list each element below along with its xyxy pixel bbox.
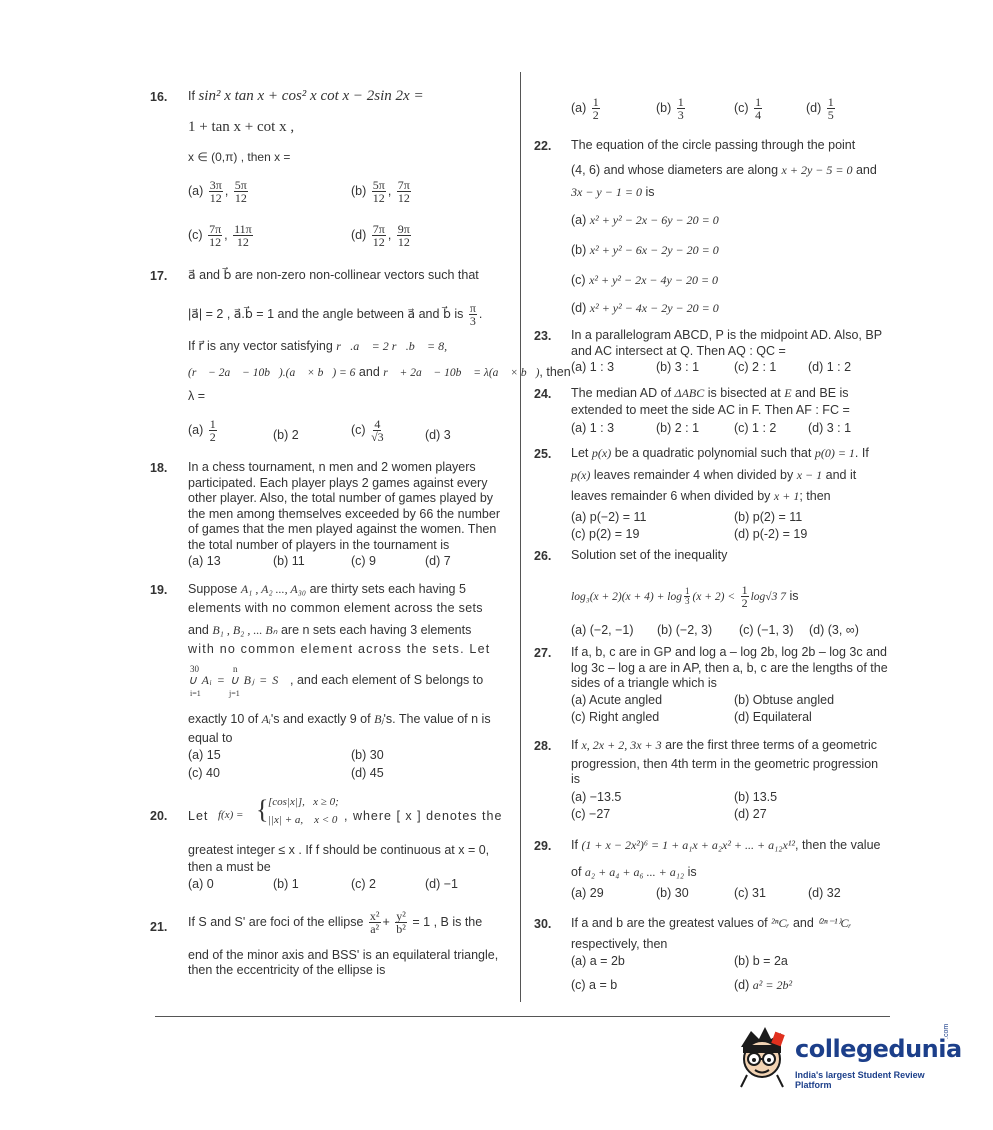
equation: r⃗ + 2a⃗ − 10b⃗ = λ(a⃗ × b⃗) — [383, 367, 540, 379]
footer-rule — [155, 1016, 890, 1017]
text: equal to — [188, 731, 233, 745]
logo-domain: .com — [943, 1023, 950, 1039]
option-c: (c) Right angled — [571, 710, 660, 724]
option-b: (b) 30 — [351, 748, 384, 762]
question-number: 24. — [534, 387, 552, 401]
option-b: (b) (−2, 3) — [657, 623, 713, 637]
text: If — [188, 89, 195, 103]
option-c: (c) 2 : 1 — [734, 360, 777, 374]
option-c: (c) 40 — [188, 766, 220, 780]
text: Solution set of the inequality — [571, 548, 728, 562]
option-b: (b) x² + y² − 6x − 2y − 20 = 0 — [571, 243, 719, 257]
equation: 1 + tan x + cot x , — [188, 119, 295, 135]
option-a: (a) $\frac{1}{2}$ — [571, 95, 599, 122]
equation: r⃗.a⃗ = 2 r⃗.b⃗ = 8, — [336, 339, 448, 353]
question-number: 19. — [150, 583, 168, 597]
option-d: (d) 3 — [425, 428, 451, 442]
option-d: (d) 32 — [808, 886, 841, 900]
option-a: (a) 0 — [188, 877, 214, 891]
text: with no common element across the sets. Let — [188, 642, 491, 656]
text: If r⃗ is any vector satisfying — [188, 339, 333, 353]
option-c: (c) 9 — [351, 554, 376, 568]
option-d: (d) 7 — [425, 554, 451, 568]
equation: sin² x tan x + cos² x cot x − 2sin 2x = — [198, 88, 424, 104]
option-d: (d) 1 : 2 — [808, 360, 852, 374]
text: and AC intersect at Q. Then AQ : QC = — [571, 344, 786, 358]
option-c: (c) 1 : 2 — [734, 421, 777, 435]
text: a⃗ and b⃗ are non-zero non-collinear vectors such that — [188, 268, 479, 282]
text: end of the minor axis and BSS' is an equilateral triangle, — [188, 948, 499, 962]
inequality: log₃(x + 2)(x + 4) + log $\frac{1}{3}$ (x + 2) < $\frac{1}{2}$ log√3 7 is — [571, 583, 799, 610]
option-a: (a) (−2, −1) — [571, 623, 634, 637]
text: respectively, then — [571, 937, 668, 951]
option-b: (b) Obtuse angled — [734, 693, 835, 707]
option-c: (c) x² + y² − 2x − 4y − 20 = 0 — [571, 273, 719, 287]
logo-wordmark: collegedunia — [795, 1035, 962, 1063]
question-number: 26. — [534, 549, 552, 563]
option-a: (a) x² + y² − 2x − 6y − 20 = 0 — [571, 213, 719, 227]
question-number: 28. — [534, 739, 552, 753]
question-number: 29. — [534, 839, 552, 853]
text: the men among themselves exceeded by 66 the number — [188, 506, 500, 521]
text: λ = — [188, 389, 206, 403]
text: x ∈ (0,π) , then x = — [188, 150, 291, 164]
question-number: 27. — [534, 646, 552, 660]
question-number: 22. — [534, 139, 552, 153]
text: progression, then 4th term in the geometric progression — [571, 757, 879, 771]
text: other player. Also, the total number of games played by — [188, 491, 494, 505]
text: then a must be — [188, 860, 271, 874]
option-b: (b) 2 : 1 — [656, 421, 700, 435]
option-a: (a) 15 — [188, 748, 221, 762]
option-d: (d) x² + y² − 4x − 2y − 20 = 0 — [571, 301, 719, 315]
text: is — [571, 772, 581, 786]
option-a: (a) 1 : 3 — [571, 360, 615, 374]
option-a: (a) $\frac{3\pi}{12}$ , $\frac{5\pi}{12}$ — [188, 178, 247, 205]
equation: B₁ , B₂ , ... Bₙ — [212, 623, 278, 637]
option-b: (b) $\frac{1}{3}$ — [656, 95, 684, 122]
option-b: (b) 11 — [273, 554, 305, 568]
option-c: (c) (−1, 3) — [739, 623, 794, 637]
mascot-icon — [735, 1025, 793, 1089]
option-a: (a) −13.5 — [571, 790, 622, 804]
option-c: (c) a = b — [571, 978, 618, 992]
option-a: (a) p(−2) = 11 — [571, 510, 647, 524]
text: The equation of the circle passing through the point — [571, 138, 856, 152]
option-b: (b) 2 — [273, 428, 299, 442]
option-b: (b) $\frac{5\pi}{12}$ , $\frac{7\pi}{12}$ — [351, 178, 410, 205]
option-c: (c) $\frac{4}{√3}$ — [351, 417, 384, 444]
text: If a, b, c are in GP and log a – log 2b, log 2b – log 3c and — [571, 645, 887, 659]
option-b: (b) p(2) = 11 — [734, 510, 803, 524]
option-d: (d) a² = 2b² — [734, 978, 793, 992]
text: sides of a triangle which is — [571, 676, 717, 690]
option-d: (d) $\frac{7\pi}{12}$ , $\frac{9\pi}{12}$ — [351, 222, 410, 249]
option-d: (d) Equilateral — [734, 710, 812, 724]
option-a: (a) $\frac{1}{2}$ — [188, 417, 216, 444]
option-d: (d) (3, ∞) — [809, 623, 859, 637]
text: greatest integer ≤ x . If f should be continuous at x = 0, — [188, 843, 490, 857]
collegedunia-logo — [735, 1025, 960, 1095]
option-b: (b) 30 — [656, 886, 689, 900]
option-d: (d) 3 : 1 — [808, 421, 852, 435]
option-c: (c) −27 — [571, 807, 611, 821]
question-number: 21. — [150, 920, 168, 934]
question-number: 17. — [150, 269, 168, 283]
text: log 3c – log a are in AP, then a, b, c are the lengths of the — [571, 660, 888, 675]
question-number: 18. — [150, 461, 168, 475]
question-number: 23. — [534, 329, 552, 343]
option-b: (b) 13.5 — [734, 790, 778, 804]
text: |a⃗| = 2 , a⃗.b⃗ = 1 and the angle between a⃗ and b⃗ is — [188, 306, 464, 321]
column-divider — [520, 72, 521, 1002]
text: the total number of players in the tournament is — [188, 537, 450, 552]
text: In a chess tournament, n men and 2 women players — [188, 460, 476, 474]
option-c: (c) 31 — [734, 886, 766, 900]
text: elements with no common element across the sets — [188, 601, 483, 615]
option-d: (d) $\frac{1}{5}$ — [806, 95, 834, 122]
option-b: (b) 1 — [273, 877, 299, 891]
option-d: (d) −1 — [425, 877, 459, 891]
question-number: 16. — [150, 90, 168, 104]
option-b: (b) b = 2a — [734, 954, 788, 968]
question-number: 30. — [534, 917, 552, 931]
question-number: 25. — [534, 447, 552, 461]
text: extended to meet the side AC in F. Then AF : FC = — [571, 403, 850, 417]
option-c: (c) p(2) = 19 — [571, 527, 640, 541]
option-c: (c) 2 — [351, 877, 376, 891]
option-c: (c) $\frac{1}{4}$ — [734, 95, 762, 122]
text: then the eccentricity of the ellipse is — [188, 963, 386, 977]
option-a: (a) Acute angled — [571, 693, 663, 707]
option-b: (b) 3 : 1 — [656, 360, 700, 374]
text: In a parallelogram ABCD, P is the midpoint AD. Also, BP — [571, 328, 883, 342]
option-a: (a) 1 : 3 — [571, 421, 615, 435]
equation: (r⃗ − 2a⃗ − 10b⃗).(a⃗ × b⃗) = 6 — [188, 367, 356, 379]
text: participated. Each player plays 2 games against every — [188, 475, 488, 490]
logo-tagline: India's largest Student Review Platform — [795, 1070, 925, 1090]
option-a: (a) 13 — [188, 554, 221, 568]
text: of games that the men played against the women. Then — [188, 522, 497, 536]
option-a: (a) a = 2b — [571, 954, 625, 968]
option-d: (d) p(-2) = 19 — [734, 527, 808, 541]
option-a: (a) 29 — [571, 886, 604, 900]
equation: A₁ , A₂ ..., A₃₀ — [240, 582, 307, 596]
option-d: (d) 27 — [734, 807, 767, 821]
option-d: (d) 45 — [351, 766, 384, 780]
option-c: (c) $\frac{7\pi}{12}$ , $\frac{11\pi}{12}$ — [188, 222, 252, 249]
question-number: 20. — [150, 809, 168, 823]
